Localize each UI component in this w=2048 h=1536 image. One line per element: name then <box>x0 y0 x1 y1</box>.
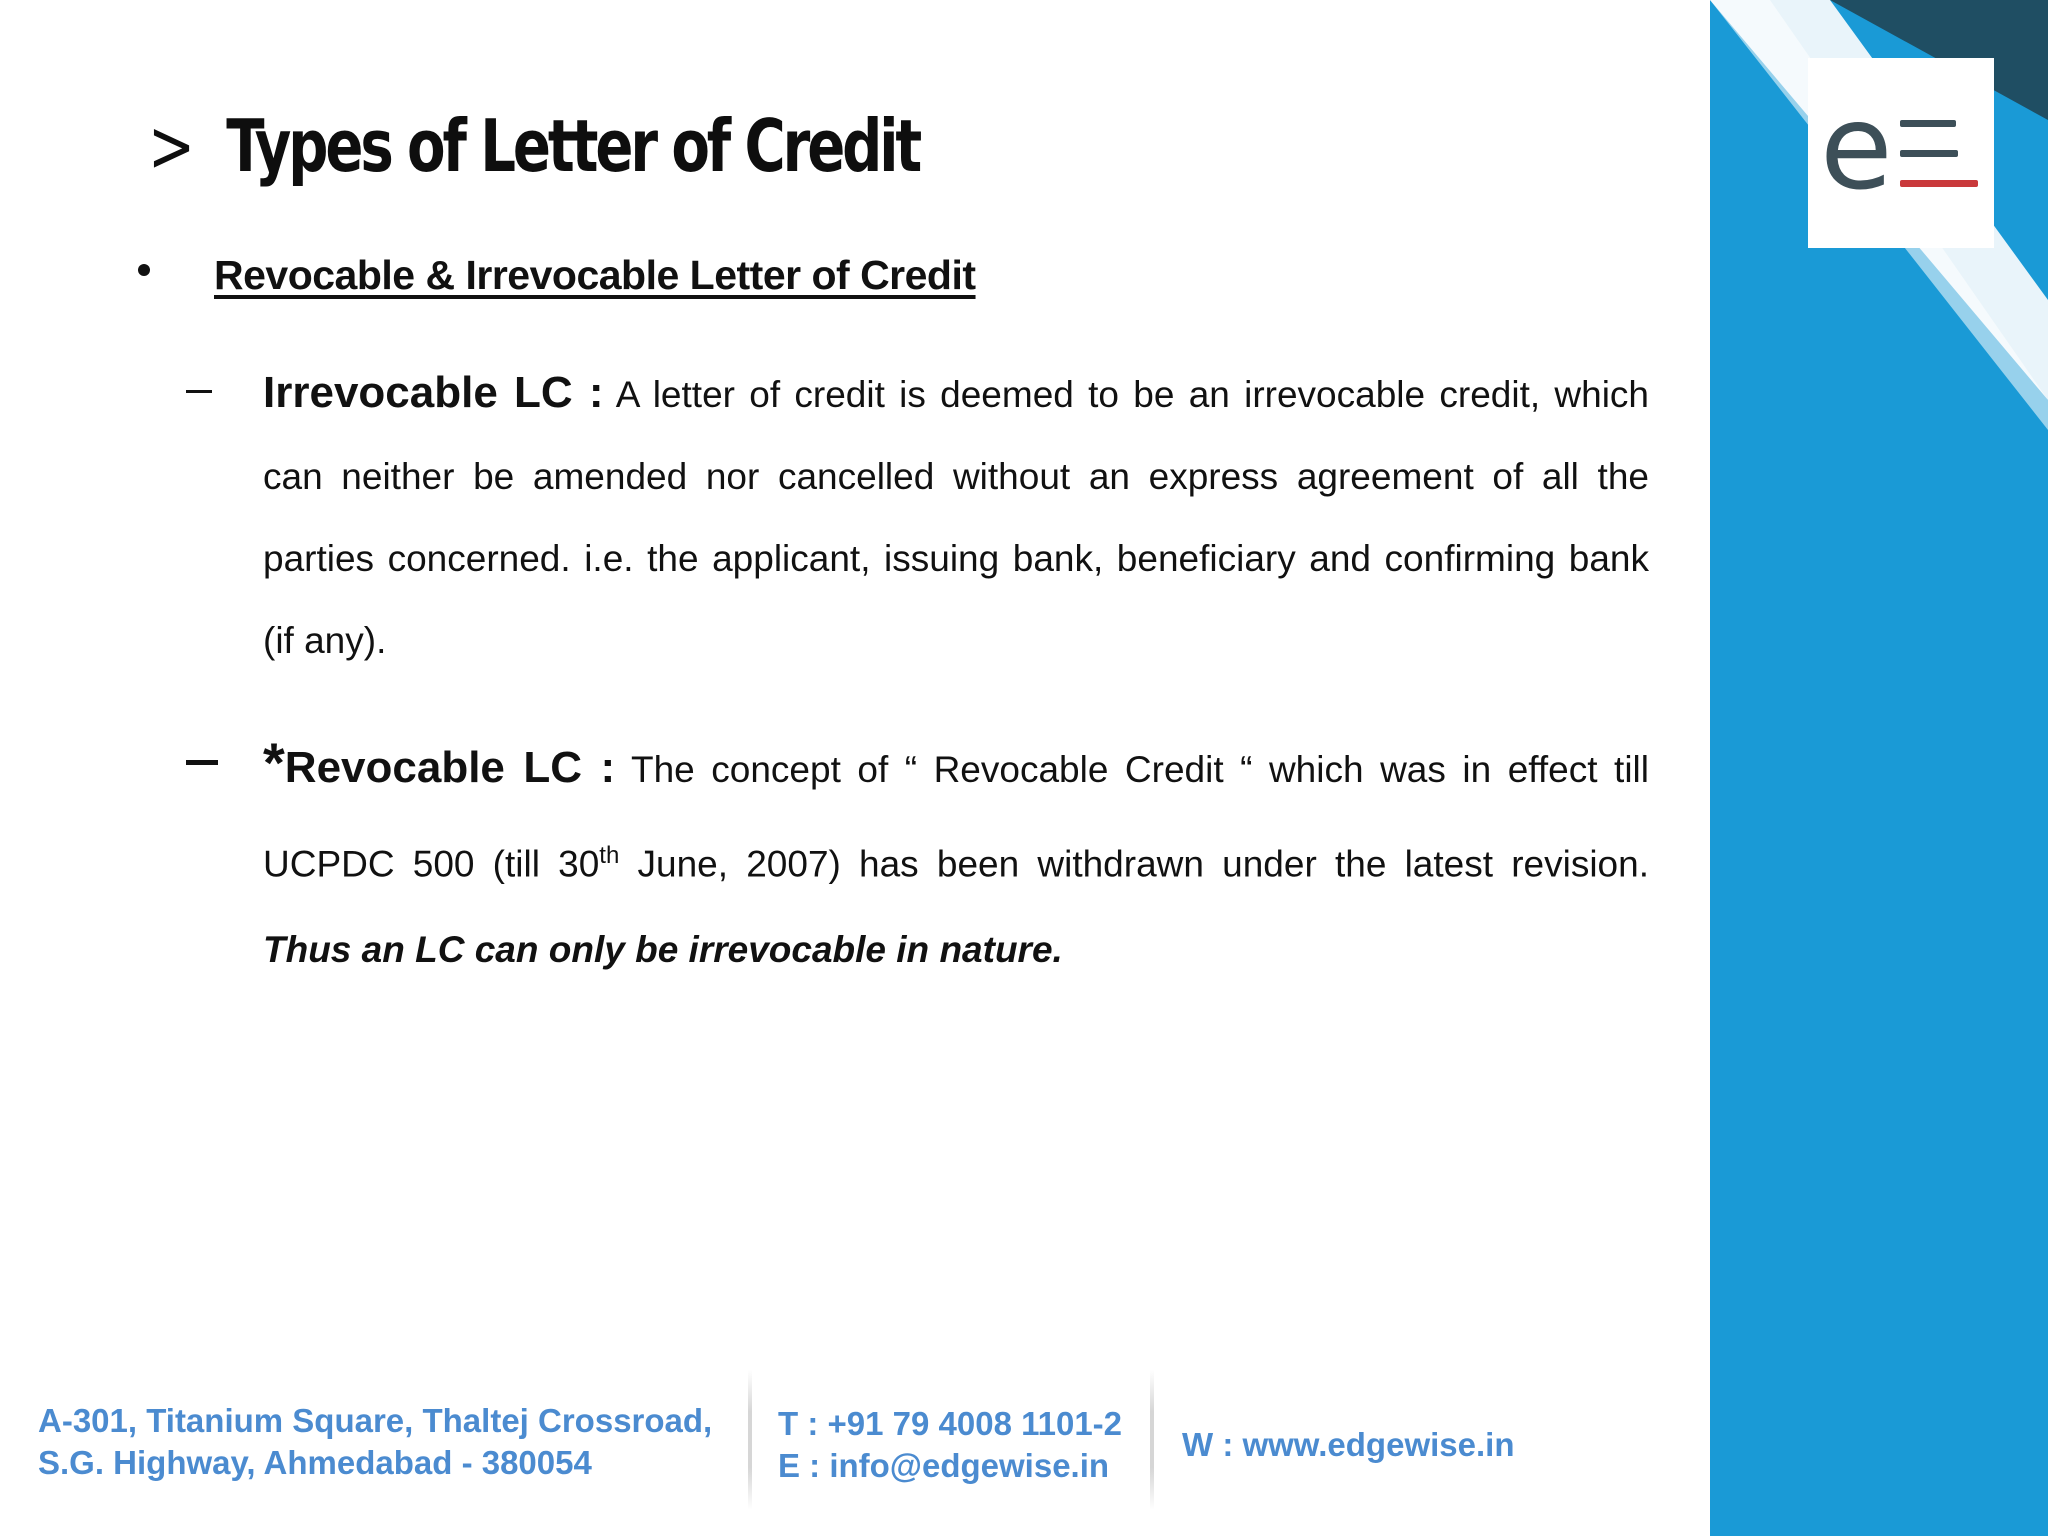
revocable-lc-paragraph <box>263 720 1649 993</box>
subheading: Revocable & Irrevocable Letter of Credit <box>214 252 976 298</box>
revocable-lc-text-2: June, 2007) has been withdrawn under the latest revision. <box>619 843 1649 885</box>
brand-logo <box>1808 58 1994 248</box>
logo-bar-red-icon <box>1900 180 1978 187</box>
irrevocable-lc-text: A letter of credit is deemed to be an irrevocable credit, which can neither be amended nor cancelled without an express agreement of all the parties concerned. i.e. the applicant, issuing bank, beneficiary and confirming bank (if any). <box>263 374 1650 661</box>
footer-divider <box>748 1370 752 1510</box>
title-text: Types of Letter of Credit <box>226 104 920 188</box>
superscript: th <box>599 842 620 869</box>
logo-letter: e <box>1820 78 1893 216</box>
footer-divider <box>1150 1370 1154 1510</box>
irrevocable-lc-paragraph <box>263 352 1649 682</box>
footer-email[interactable]: E : info@edgewise.in <box>778 1447 1110 1484</box>
revocable-lc-emphasis: Thus an LC can only be irrevocable in nature. <box>263 929 1063 971</box>
asterisk-icon: * <box>263 731 285 794</box>
bullet-icon <box>138 264 150 276</box>
page-title <box>148 104 919 188</box>
logo-bar-icon <box>1900 150 1958 157</box>
logo-bar-icon <box>1900 120 1956 127</box>
revocable-lc-label: Revocable LC : <box>284 743 616 792</box>
footer-address <box>38 1400 712 1484</box>
revocable-lc-text: The concept of “ Revocable Credit “ which was in effect till UCPDC 500 (till 30 <box>263 749 1649 885</box>
dash-bullet-icon <box>186 390 212 393</box>
footer-website[interactable]: W : www.edgewise.in <box>1182 1426 1515 1463</box>
address-line-1: A-301, Titanium Square, Thaltej Crossroad, <box>38 1402 713 1439</box>
footer-contact <box>778 1403 1122 1487</box>
footer-phone: T : +91 79 4008 1101-2 <box>778 1405 1123 1442</box>
dash-bullet-icon <box>186 760 218 765</box>
irrevocable-lc-label: Irrevocable LC : <box>263 368 604 417</box>
title-arrow-icon: > <box>148 104 192 188</box>
address-line-2: S.G. Highway, Ahmedabad - 380054 <box>38 1444 592 1481</box>
